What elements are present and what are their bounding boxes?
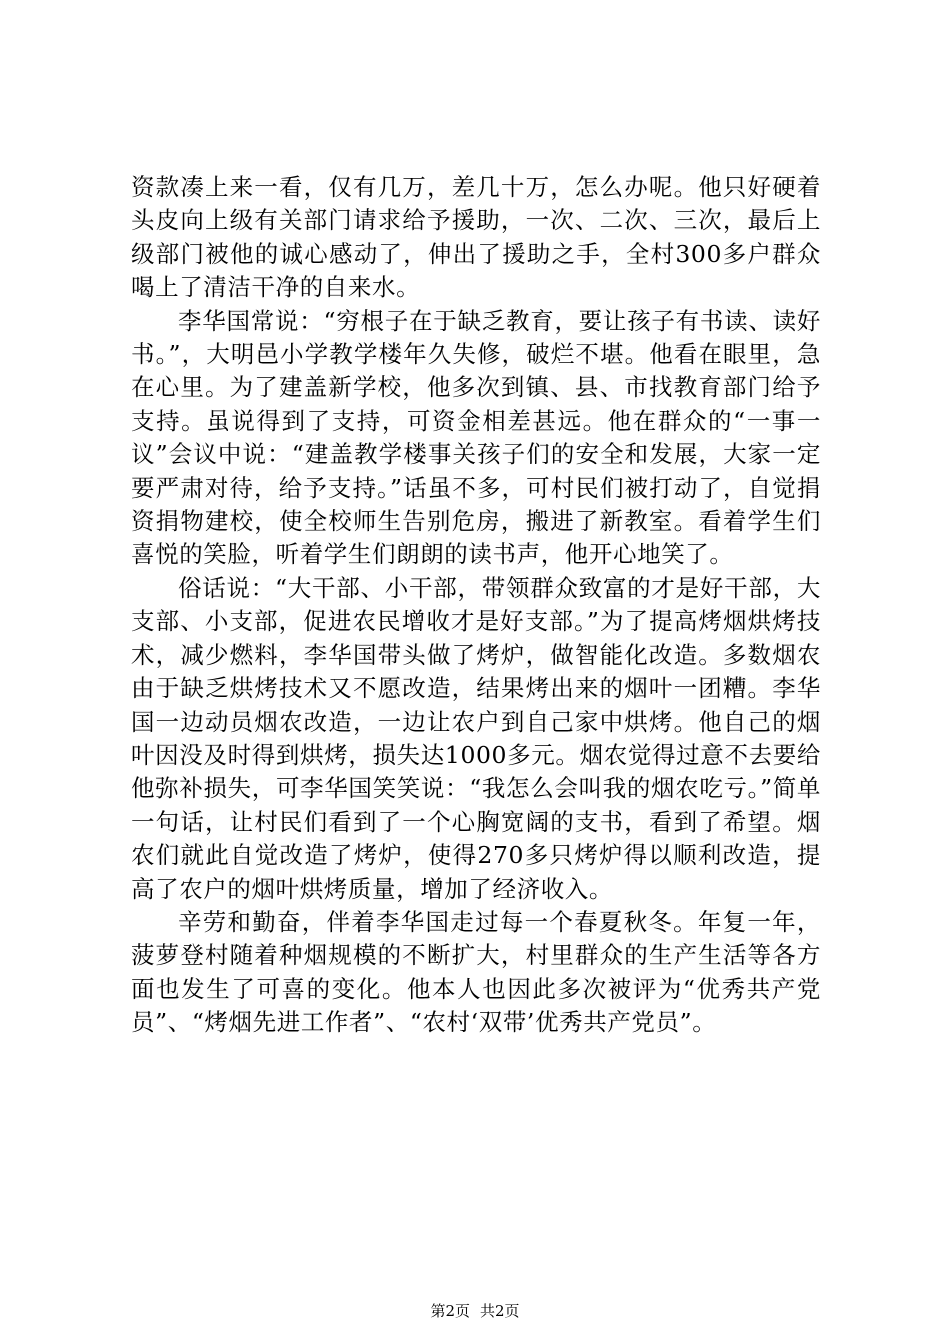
page-number: 第2页 bbox=[430, 1302, 470, 1320]
paragraph-3: 俗话说：“大干部、小干部，带领群众致富的才是好干部，大支部、小支部，促进农民增收才是好支部。”为了提高烤烟烘烤技术，减少燃料，李华国带头做了烤炉，做智能化改造。多数烟农由于缺乏烘烤技术又不愿改造，结果烤出来的烟叶一团糟。李华国一边动员烟农改造，一边让农户到自己家中烘烤。他自己的烟叶因没及时得到烘烤，损失达1000多元。烟农觉得过意不去要给他弥补损失，可李华国笑笑说：“我怎么会叫我的烟农吃亏。”简单一句话，让村民们看到了一个心胸宽阔的支书，看到了希望。烟农们就此自觉改造了烤炉，使得270多只烤炉得以顺利改造，提高了农户的烟叶烘烤质量，增加了经济收入。 bbox=[131, 573, 821, 903]
document-body bbox=[131, 171, 821, 1040]
paragraph-1: 资款凑上来一看，仅有几万，差几十万，怎么办呢。他只好硬着头皮向上级有关部门请求给予援助，一次、二次、三次，最后上级部门被他的诚心感动了，伸出了援助之手，全村300多户群众喝上了清洁干净的自来水。 bbox=[131, 173, 821, 302]
page-footer bbox=[0, 1302, 950, 1320]
page-total: 共2页 bbox=[480, 1302, 520, 1320]
paragraph-4: 辛劳和勤奋，伴着李华国走过每一个春夏秋冬。年复一年，菠萝登村随着种烟规模的不断扩大，村里群众的生产生活等各方面也发生了可喜的变化。他本人也因此多次被评为“优秀共产党员”、“烤烟先进工作者”、“农村‘双带’优秀共产党员”。 bbox=[131, 907, 821, 1037]
paragraph-2: 李华国常说：“穷根子在于缺乏教育，要让孩子有书读、读好书。”，大明邑小学教学楼年久失修，破烂不堪。他看在眼里，急在心里。为了建盖新学校，他多次到镇、县、市找教育部门给予支持。虽说得到了支持，可资金相差甚远。他在群众的“一事一议”会议中说：“建盖教学楼事关孩子们的安全和发展，大家一定要严肃对待，给予支持。”话虽不多，可村民们被打动了，自觉捐资捐物建校，使全校师生告别危房，搬进了新教室。看着学生们喜悦的笑脸，听着学生们朗朗的读书声，他开心地笑了。 bbox=[131, 306, 821, 569]
